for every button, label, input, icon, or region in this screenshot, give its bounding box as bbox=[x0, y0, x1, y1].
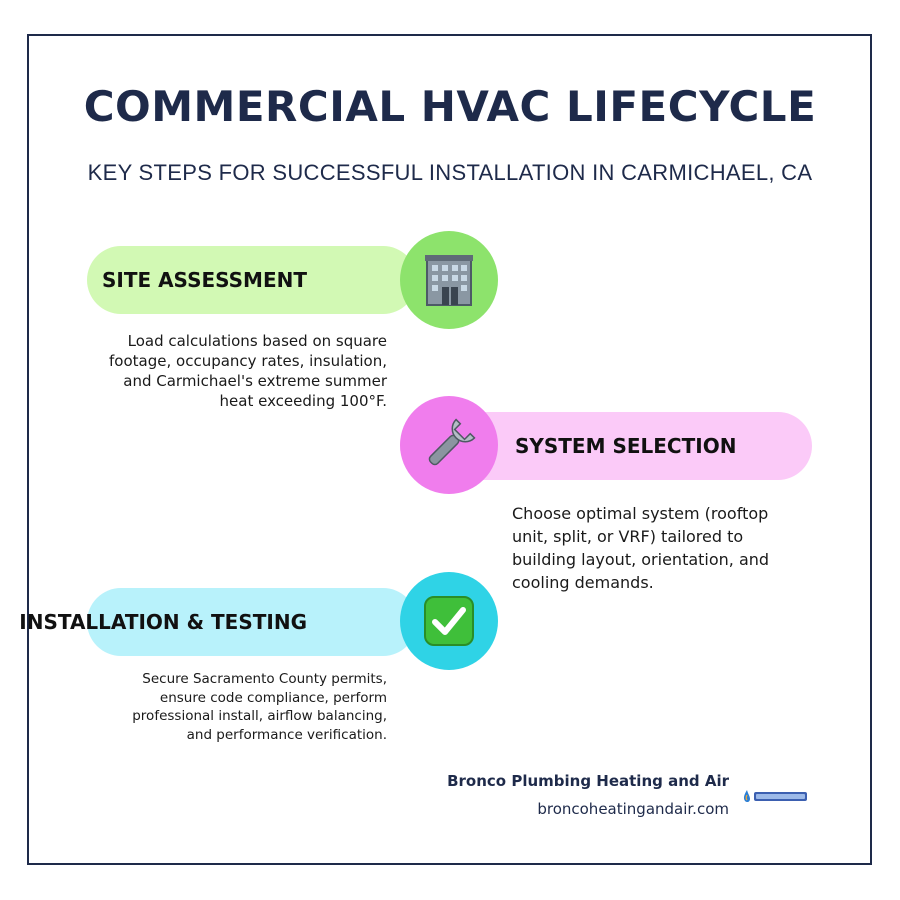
step-system-selection-label: SYSTEM SELECTION bbox=[515, 434, 737, 458]
step-site-assessment-description bbox=[109, 331, 387, 411]
step-site-assessment-label: SITE ASSESSMENT bbox=[101, 268, 307, 292]
office-building-icon bbox=[423, 253, 475, 307]
description-line: and performance verification. bbox=[186, 726, 387, 743]
description-line: professional install, airflow balancing, bbox=[132, 708, 387, 724]
description-line: building layout, orientation, and bbox=[512, 550, 770, 569]
check-mark-button-icon bbox=[423, 595, 475, 647]
description-line: heat exceeding 100°F. bbox=[219, 392, 387, 410]
page-title: COMMERCIAL HVAC LIFECYCLE bbox=[83, 82, 817, 131]
page-subtitle: KEY STEPS FOR SUCCESSFUL INSTALLATION IN CARMICHAEL, CA bbox=[87, 160, 813, 185]
description-line: Secure Sacramento County permits, bbox=[142, 671, 387, 687]
step-site-assessment-circle bbox=[400, 231, 498, 329]
company-website[interactable]: broncoheatingandair.com bbox=[537, 800, 729, 818]
description-line: unit, split, or VRF) tailored to bbox=[512, 527, 744, 546]
description-line: cooling demands. bbox=[512, 573, 654, 592]
step-installation-testing-circle bbox=[400, 572, 498, 670]
description-line: Choose optimal system (rooftop bbox=[512, 504, 769, 523]
description-line: ensure code compliance, perform bbox=[159, 689, 387, 706]
step-system-selection-circle bbox=[400, 396, 498, 494]
description-line: footage, occupancy rates, insulation, bbox=[109, 352, 387, 370]
bronco-logo bbox=[741, 787, 809, 805]
step-installation-testing-label: INSTALLATION & TESTING bbox=[19, 610, 307, 634]
step-installation-testing-description bbox=[132, 670, 387, 744]
step-site-assessment-pill bbox=[87, 246, 417, 314]
wrench-icon bbox=[422, 418, 476, 472]
company-name: Bronco Plumbing Heating and Air bbox=[447, 772, 729, 790]
step-installation-testing-pill bbox=[19, 588, 417, 656]
description-line: and Carmichael's extreme summer bbox=[123, 372, 387, 390]
step-system-selection-description bbox=[512, 502, 769, 594]
description-line: Load calculations based on square bbox=[127, 332, 387, 350]
